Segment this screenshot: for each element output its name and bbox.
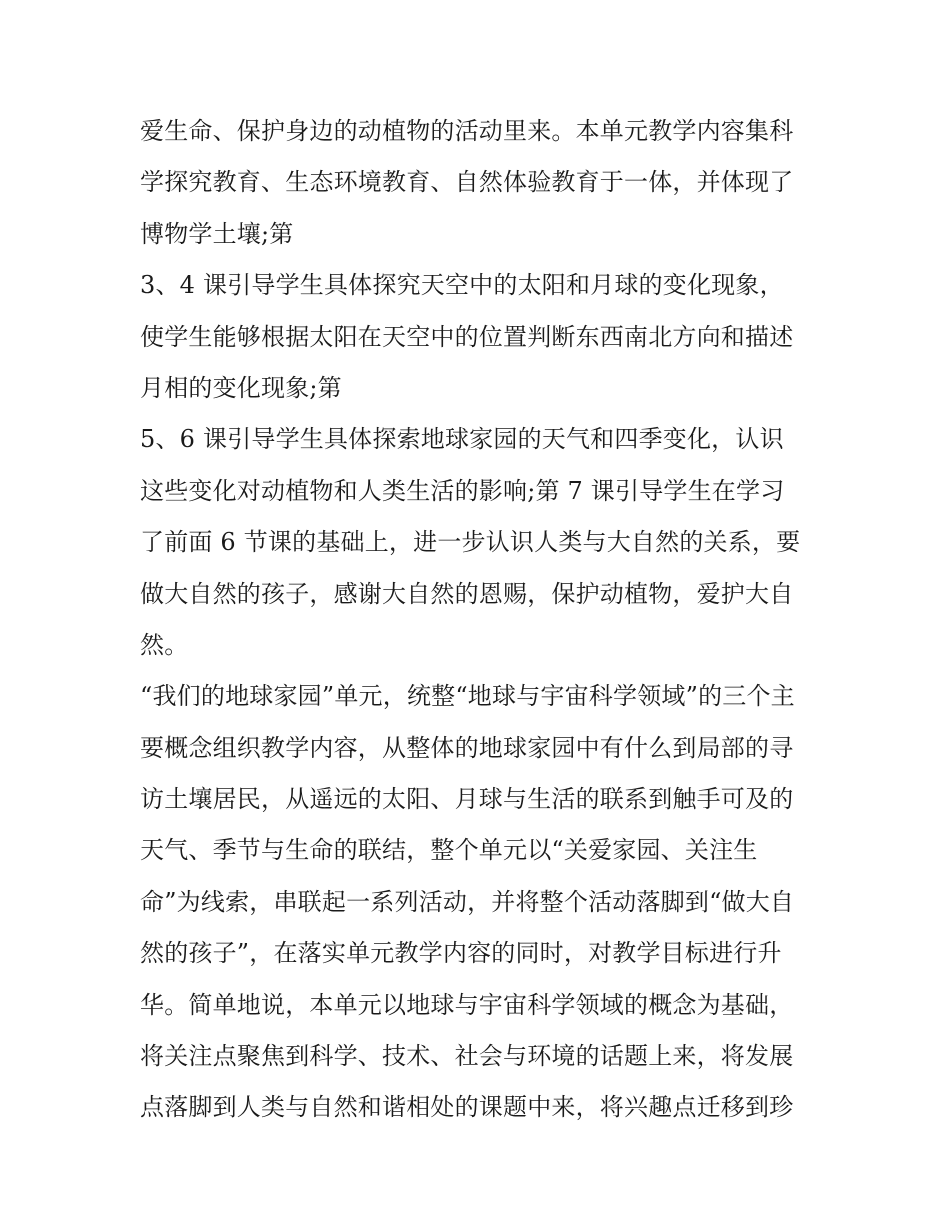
text-line: 学探究教育、生态环境教育、自然体验教育于一体，并体现了 (140, 168, 794, 197)
text-line: 然。 (140, 630, 189, 659)
text-line: 了前面 6 节课的基础上，进一步认识人类与大自然的关系，要 (140, 528, 801, 557)
text-line: 3、4 课引导学生具体探究天空中的太阳和月球的变化现象， (140, 271, 784, 300)
text-line: 博物学土壤;第 (140, 219, 294, 248)
text-line: 访土壤居民，从遥远的太阳、月球与生活的联系到触手可及的 (140, 785, 794, 814)
text-line: 然的孩子”，在落实单元教学内容的同时，对教学目标进行升 (140, 939, 782, 968)
text-line: 月相的变化现象;第 (140, 373, 342, 402)
text-line: “我们的地球家园”单元，统整“地球与宇宙科学领域”的三个主 (140, 682, 795, 711)
text-line: 做大自然的孩子，感谢大自然的恩赐，保护动植物，爱护大自 (140, 579, 794, 608)
text-line: 使学生能够根据太阳在天空中的位置判断东西南北方向和描述 (140, 322, 794, 351)
text-line: 天气、季节与生命的联结，整个单元以“关爱家园、关注生 (140, 836, 758, 865)
text-line: 命”为线索，串联起一系列活动，并将整个活动落脚到“做大自 (140, 887, 795, 916)
text-line: 爱生命、保护身边的动植物的活动里来。本单元教学内容集科 (140, 117, 794, 145)
text-line: 华。简单地说，本单元以地球与宇宙科学领域的概念为基础， (140, 990, 794, 1019)
document-body (140, 106, 820, 1134)
text-line: 要概念组织教学内容，从整体的地球家园中有什么到局部的寻 (140, 733, 794, 762)
text-line: 将关注点聚焦到科学、技术、社会与环境的话题上来，将发展 (140, 1042, 794, 1071)
text-line: 这些变化对动植物和人类生活的影响;第 7 课引导学生在学习 (140, 476, 785, 505)
text-line: 点落脚到人类与自然和谐相处的课题中来，将兴趣点迁移到珍 (140, 1093, 794, 1122)
text-line: 5、6 课引导学生具体探索地球家园的天气和四季变化，认识 (140, 425, 784, 454)
